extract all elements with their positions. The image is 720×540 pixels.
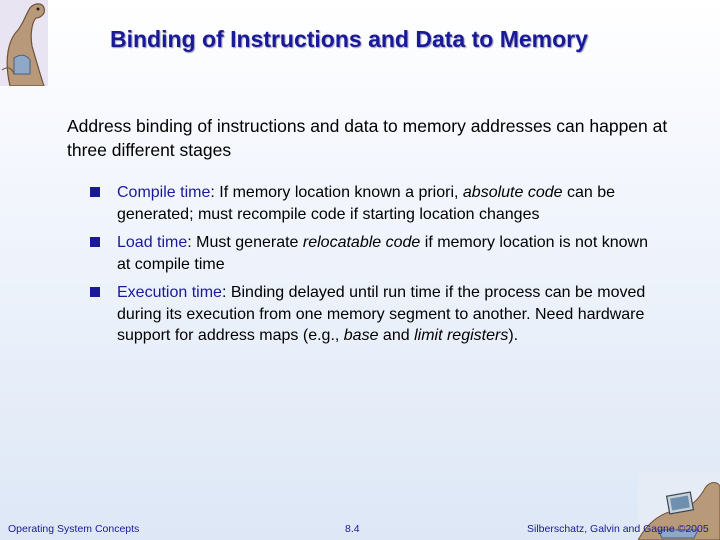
footer-authors: Silberschatz, Galvin and Gagne ©2005 — [527, 523, 709, 535]
bullet-term: Compile time — [117, 184, 211, 201]
bullet-text: and — [378, 327, 415, 344]
bullet-text: : If memory location known a priori, — [210, 184, 463, 201]
bullet-term: Load time — [117, 234, 188, 251]
square-bullet-icon — [90, 287, 100, 297]
footer-book-title: Operating System Concepts — [8, 523, 140, 535]
slide-title: Binding of Instructions and Data to Memory — [110, 26, 588, 52]
bullet-load-time — [90, 232, 650, 275]
bullet-text: : Binding delayed until run time if the process can be moved during its execution from one memory segment to another. Need hardware support for address maps (e.g., — [117, 284, 646, 344]
bullet-compile-time — [90, 182, 650, 225]
bullet-italic: absolute code — [462, 184, 563, 201]
bullet-italic: base — [343, 327, 379, 344]
square-bullet-icon — [90, 237, 100, 247]
dinosaur-logo-icon — [0, 0, 48, 86]
bullet-text: if memory location is not known at compile time — [117, 234, 648, 273]
intro-text: Address binding of instructions and data to memory addresses can happen at three different stages — [67, 116, 668, 160]
bullet-list — [90, 182, 650, 354]
bullet-italic: relocatable code — [302, 234, 421, 251]
square-bullet-icon — [90, 187, 100, 197]
bullet-text: ). — [508, 327, 519, 344]
bullet-execution-time — [90, 282, 650, 347]
bullet-text: can be generated; must recompile code if starting location changes — [117, 184, 616, 223]
bullet-text: : Must generate — [187, 234, 303, 251]
bullet-italic: limit registers — [414, 327, 509, 344]
bullet-term: Execution time — [117, 284, 222, 301]
footer-page-number: 8.4 — [345, 523, 360, 535]
